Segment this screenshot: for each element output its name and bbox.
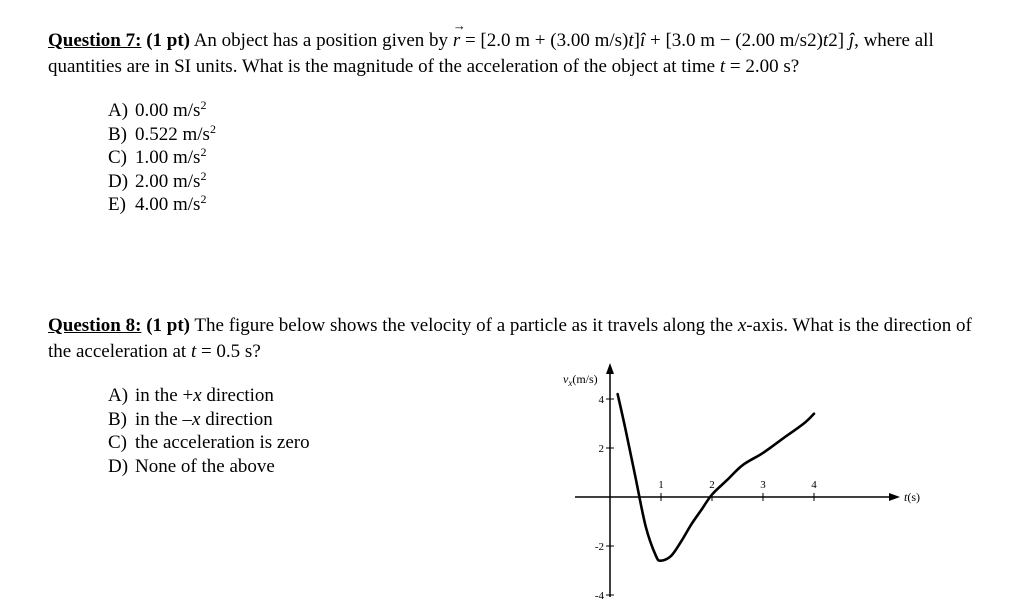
x-tick-label: 2 [709,479,715,491]
x-axis-arrow-icon [889,493,900,501]
question-7-text: Question 7: (1 pt) An object has a position given by → r = [2.0 m + (3.00 m/s)t]î + [3.0 m − (2.00 m/s2)t2] ĵ, where all quantities are in SI units. What is the magnitude of the acceleration of the object at time t = 2.00 s? [48,28,978,80]
velocity-curve [618,394,814,561]
vector-arrow-icon: → [452,18,466,33]
y-tick-label: 4 [598,394,604,406]
choice-item[interactable]: D) 2.00 $m/s^2$ [108,168,207,192]
question-8-choices [108,384,310,478]
velocity-graph [555,357,935,602]
choice-item[interactable]: C) the acceleration is zero [108,432,310,453]
y-tick-label: -2 [594,541,604,553]
question-8-label: Question 8: [48,315,142,336]
question-8-points: (1 pt) [146,315,190,336]
x-tick-label: 4 [811,479,817,491]
x-tick-label: 3 [760,479,766,491]
position-vector-r: → r [453,28,460,54]
question-7-points: (1 pt) [146,30,190,51]
unit-vector-i: î [639,30,646,51]
choice-item[interactable]: B) in the –x direction [108,408,273,430]
y-axis-label: $v_x(m/s)$ [563,372,598,388]
unit-vector-j: ĵ [848,30,855,51]
y-axis-arrow-icon [606,363,614,374]
choice-item[interactable]: D) None of the above [108,455,275,477]
question-8-text: Question 8: (1 pt) The figure below shows the velocity of a particle as it travels along the x-axis. What is the direction of the acceleration at t = 0.5 s? [48,315,972,362]
choice-item[interactable]: B) 0.522 $m/s^2$ [108,121,216,145]
choice-item[interactable]: E) 4.00 $m/s^2$ [108,192,207,215]
x-axis-label: t(s) [904,490,921,504]
choice-item[interactable]: C) 1.00 $m/s^2$ [108,145,207,168]
question-7-label: Question 7: [48,30,142,51]
y-tick-label: 2 [598,443,604,455]
x-tick-label: 1 [658,479,664,491]
question-7-choices [108,99,216,217]
choice-item[interactable]: A) 0.00 $m/s^2$ [108,98,207,121]
y-tick-label: -4 [594,590,604,602]
choice-item[interactable]: A) in the +x direction [108,385,274,406]
q7-text-a: An object has a position given by [190,30,453,51]
